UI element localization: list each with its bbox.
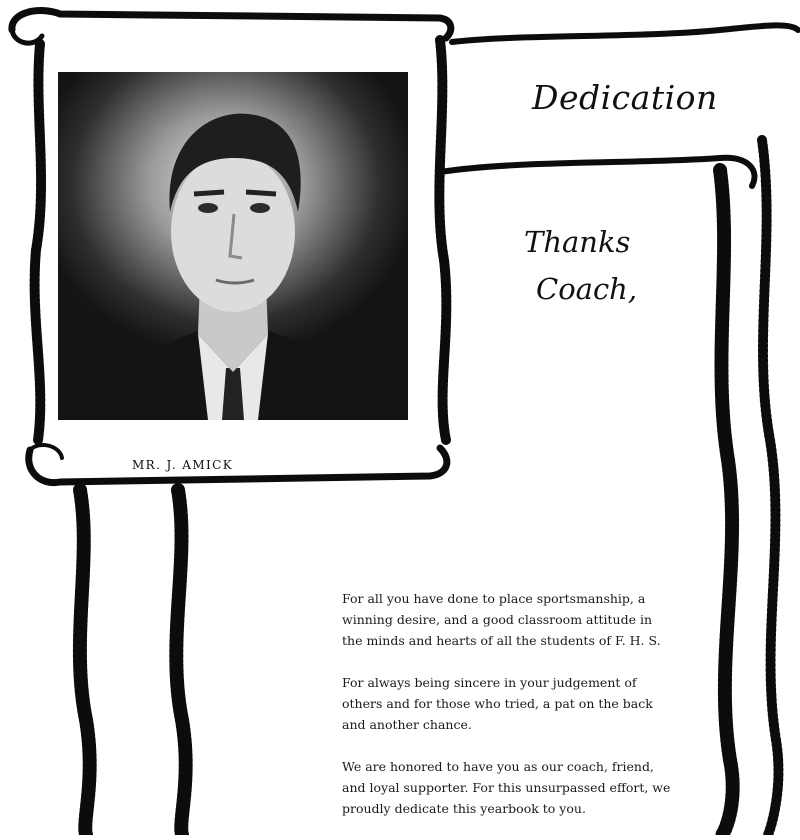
photo-caption: MR. J. AMICK xyxy=(132,458,234,472)
page-title: Dedication xyxy=(532,78,718,117)
thanks-line-2: Coach, xyxy=(536,272,638,306)
dedication-paragraph-3: We are honored to have you as our coach, friend, and loyal supporter. For this unsurpassed effort, we proudly dedicate this yearbook to you. xyxy=(342,759,671,816)
dedication-paragraph-1: For all you have done to place sportsmanship, a winning desire, and a good classroom attitude in the minds and hearts of all the students of F. H. S. xyxy=(342,591,661,648)
dedication-text xyxy=(342,588,672,840)
portrait-silhouette xyxy=(58,72,408,420)
thanks-line-1: Thanks xyxy=(524,225,631,259)
dedication-paragraph-2: For always being sincere in your judgement of others and for those who tried, a pat on the back and another chance. xyxy=(342,675,653,732)
portrait-photo xyxy=(58,72,408,420)
